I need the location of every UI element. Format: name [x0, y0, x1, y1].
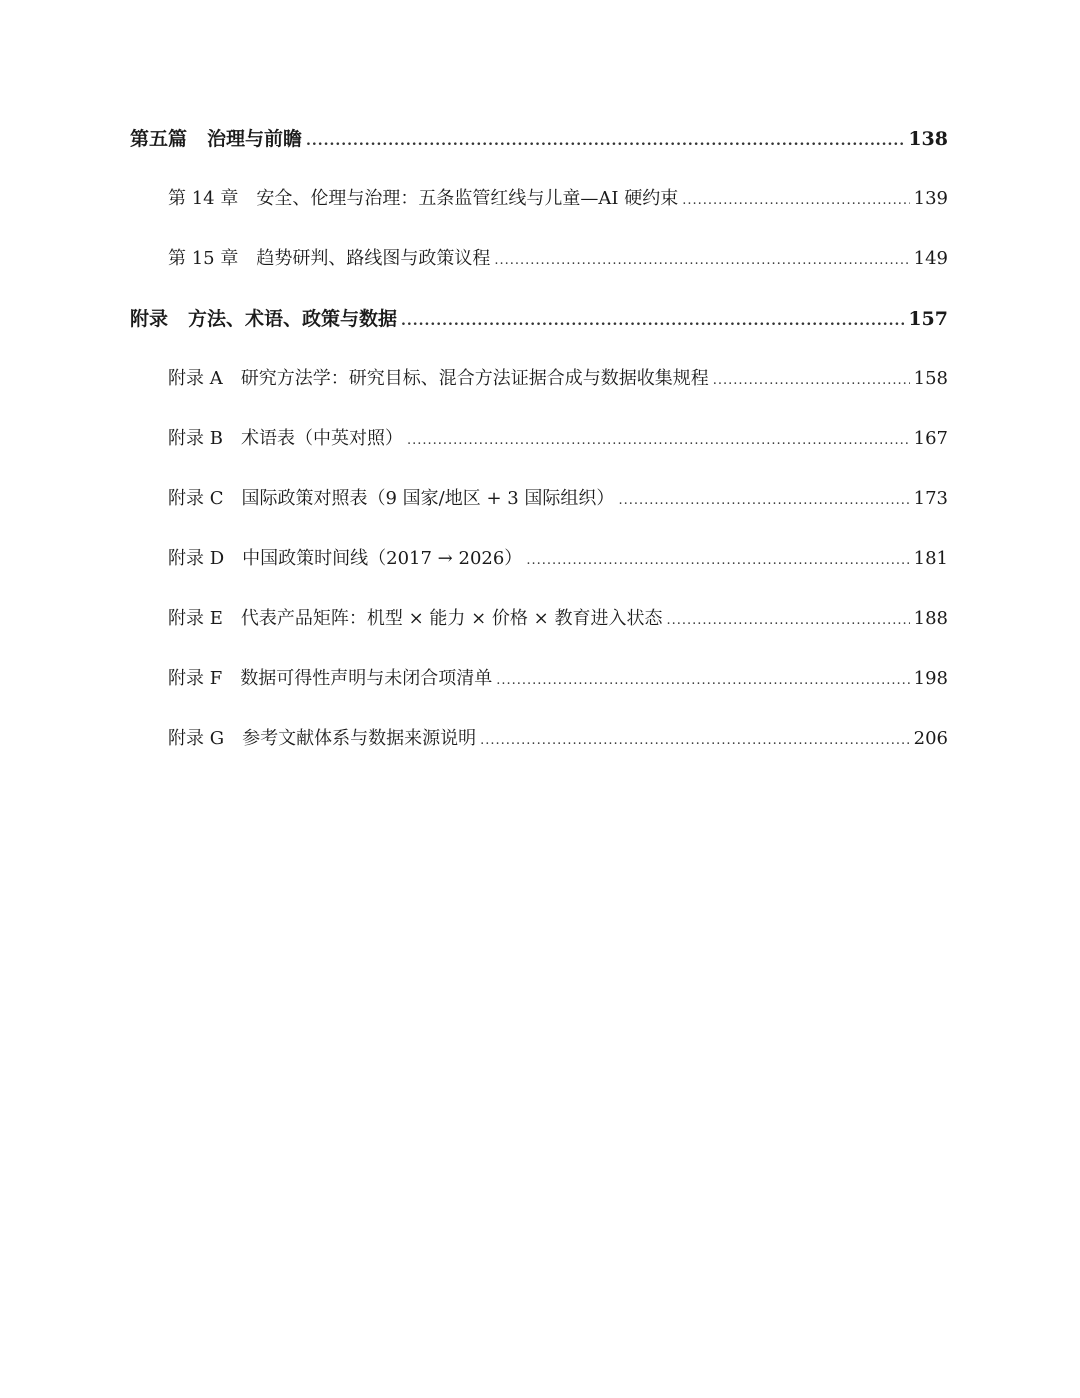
- toc-entry-label: [168, 178, 678, 220]
- dot-leader: [682, 180, 909, 222]
- toc-page-number: 139: [913, 188, 948, 209]
- toc-entry-appendix-b[interactable]: [130, 418, 948, 478]
- toc-page-number: 149: [913, 248, 948, 269]
- toc-entry-appendix-g[interactable]: [130, 718, 948, 778]
- toc-page-number: 181: [913, 548, 948, 569]
- toc-entry-title: 研究方法学：研究目标、混合方法证据合成与数据收集规程: [240, 368, 709, 389]
- toc-entry-number: 附录 B: [168, 428, 223, 449]
- toc-entry-label: [168, 418, 403, 460]
- toc-entry-title: 参考文献体系与数据来源说明: [242, 728, 477, 749]
- dot-leader: [496, 660, 909, 702]
- toc-page-number: 138: [908, 128, 948, 150]
- dot-leader: [306, 120, 904, 162]
- toc-entry-number: 附录 E: [168, 608, 223, 629]
- toc-page-number: 173: [913, 488, 948, 509]
- toc-page-number: 188: [913, 608, 948, 629]
- dot-leader: [618, 480, 909, 522]
- toc-entry-label: [168, 718, 476, 760]
- toc-entry-title: 代表产品矩阵：机型 × 能力 × 价格 × 教育进入状态: [240, 608, 663, 629]
- toc-entry-title: 中国政策时间线（2017 → 2026）: [242, 548, 523, 569]
- toc-entry-appendix-c[interactable]: [130, 478, 948, 538]
- toc-page-number: 198: [913, 668, 948, 689]
- toc-page-number: 157: [908, 308, 948, 330]
- table-of-contents: [130, 118, 948, 778]
- toc-entry-label: [130, 118, 302, 160]
- toc-entry-label: [168, 478, 614, 520]
- toc-entry-title: 国际政策对照表（9 国家/地区 + 3 国际组织）: [241, 488, 615, 509]
- toc-page-number: 158: [913, 368, 948, 389]
- toc-entry-title: 方法、术语、政策与数据: [188, 308, 398, 330]
- dot-leader: [480, 720, 910, 762]
- dot-leader: [401, 300, 904, 342]
- toc-entry-number: 附录 A: [168, 368, 223, 389]
- dot-leader: [713, 360, 910, 402]
- toc-entry-label: [168, 538, 522, 580]
- toc-entry-title: 治理与前瞻: [207, 128, 303, 150]
- toc-entry-title: 安全、伦理与治理：五条监管红线与儿童—AI 硬约束: [256, 188, 679, 209]
- toc-entry-chapter-15[interactable]: [130, 238, 948, 298]
- toc-entry-part-5[interactable]: [130, 118, 948, 178]
- toc-page-number: 206: [913, 728, 948, 749]
- toc-entry-label: [168, 658, 492, 700]
- toc-entry-title: 趋势研判、路线图与政策议程: [256, 248, 491, 269]
- toc-entry-appendix-a[interactable]: [130, 358, 948, 418]
- toc-entry-appendix-f[interactable]: [130, 658, 948, 718]
- toc-entry-number: 第 14 章: [168, 188, 239, 209]
- toc-entry-number: 附录: [130, 308, 169, 330]
- dot-leader: [494, 240, 909, 282]
- toc-entry-number: 附录 D: [168, 548, 225, 569]
- toc-entry-title: 数据可得性声明与未闭合项清单: [240, 668, 493, 689]
- toc-page-number: 167: [913, 428, 948, 449]
- toc-entry-number: 附录 F: [168, 668, 223, 689]
- toc-entry-label: [130, 298, 397, 340]
- toc-entry-appendix-e[interactable]: [130, 598, 948, 658]
- toc-entry-number: 第 15 章: [168, 248, 239, 269]
- dot-leader: [526, 540, 909, 582]
- toc-entry-label: [168, 598, 662, 640]
- toc-entry-part-appendix[interactable]: [130, 298, 948, 358]
- toc-entry-chapter-14[interactable]: [130, 178, 948, 238]
- toc-entry-appendix-d[interactable]: [130, 538, 948, 598]
- dot-leader: [407, 420, 910, 462]
- toc-entry-label: [168, 238, 490, 280]
- toc-entry-number: 附录 C: [168, 488, 224, 509]
- toc-entry-number: 第五篇: [130, 128, 188, 150]
- toc-entry-label: [168, 358, 709, 400]
- dot-leader: [666, 600, 909, 642]
- toc-entry-title: 术语表（中英对照）: [240, 428, 403, 449]
- toc-entry-number: 附录 G: [168, 728, 225, 749]
